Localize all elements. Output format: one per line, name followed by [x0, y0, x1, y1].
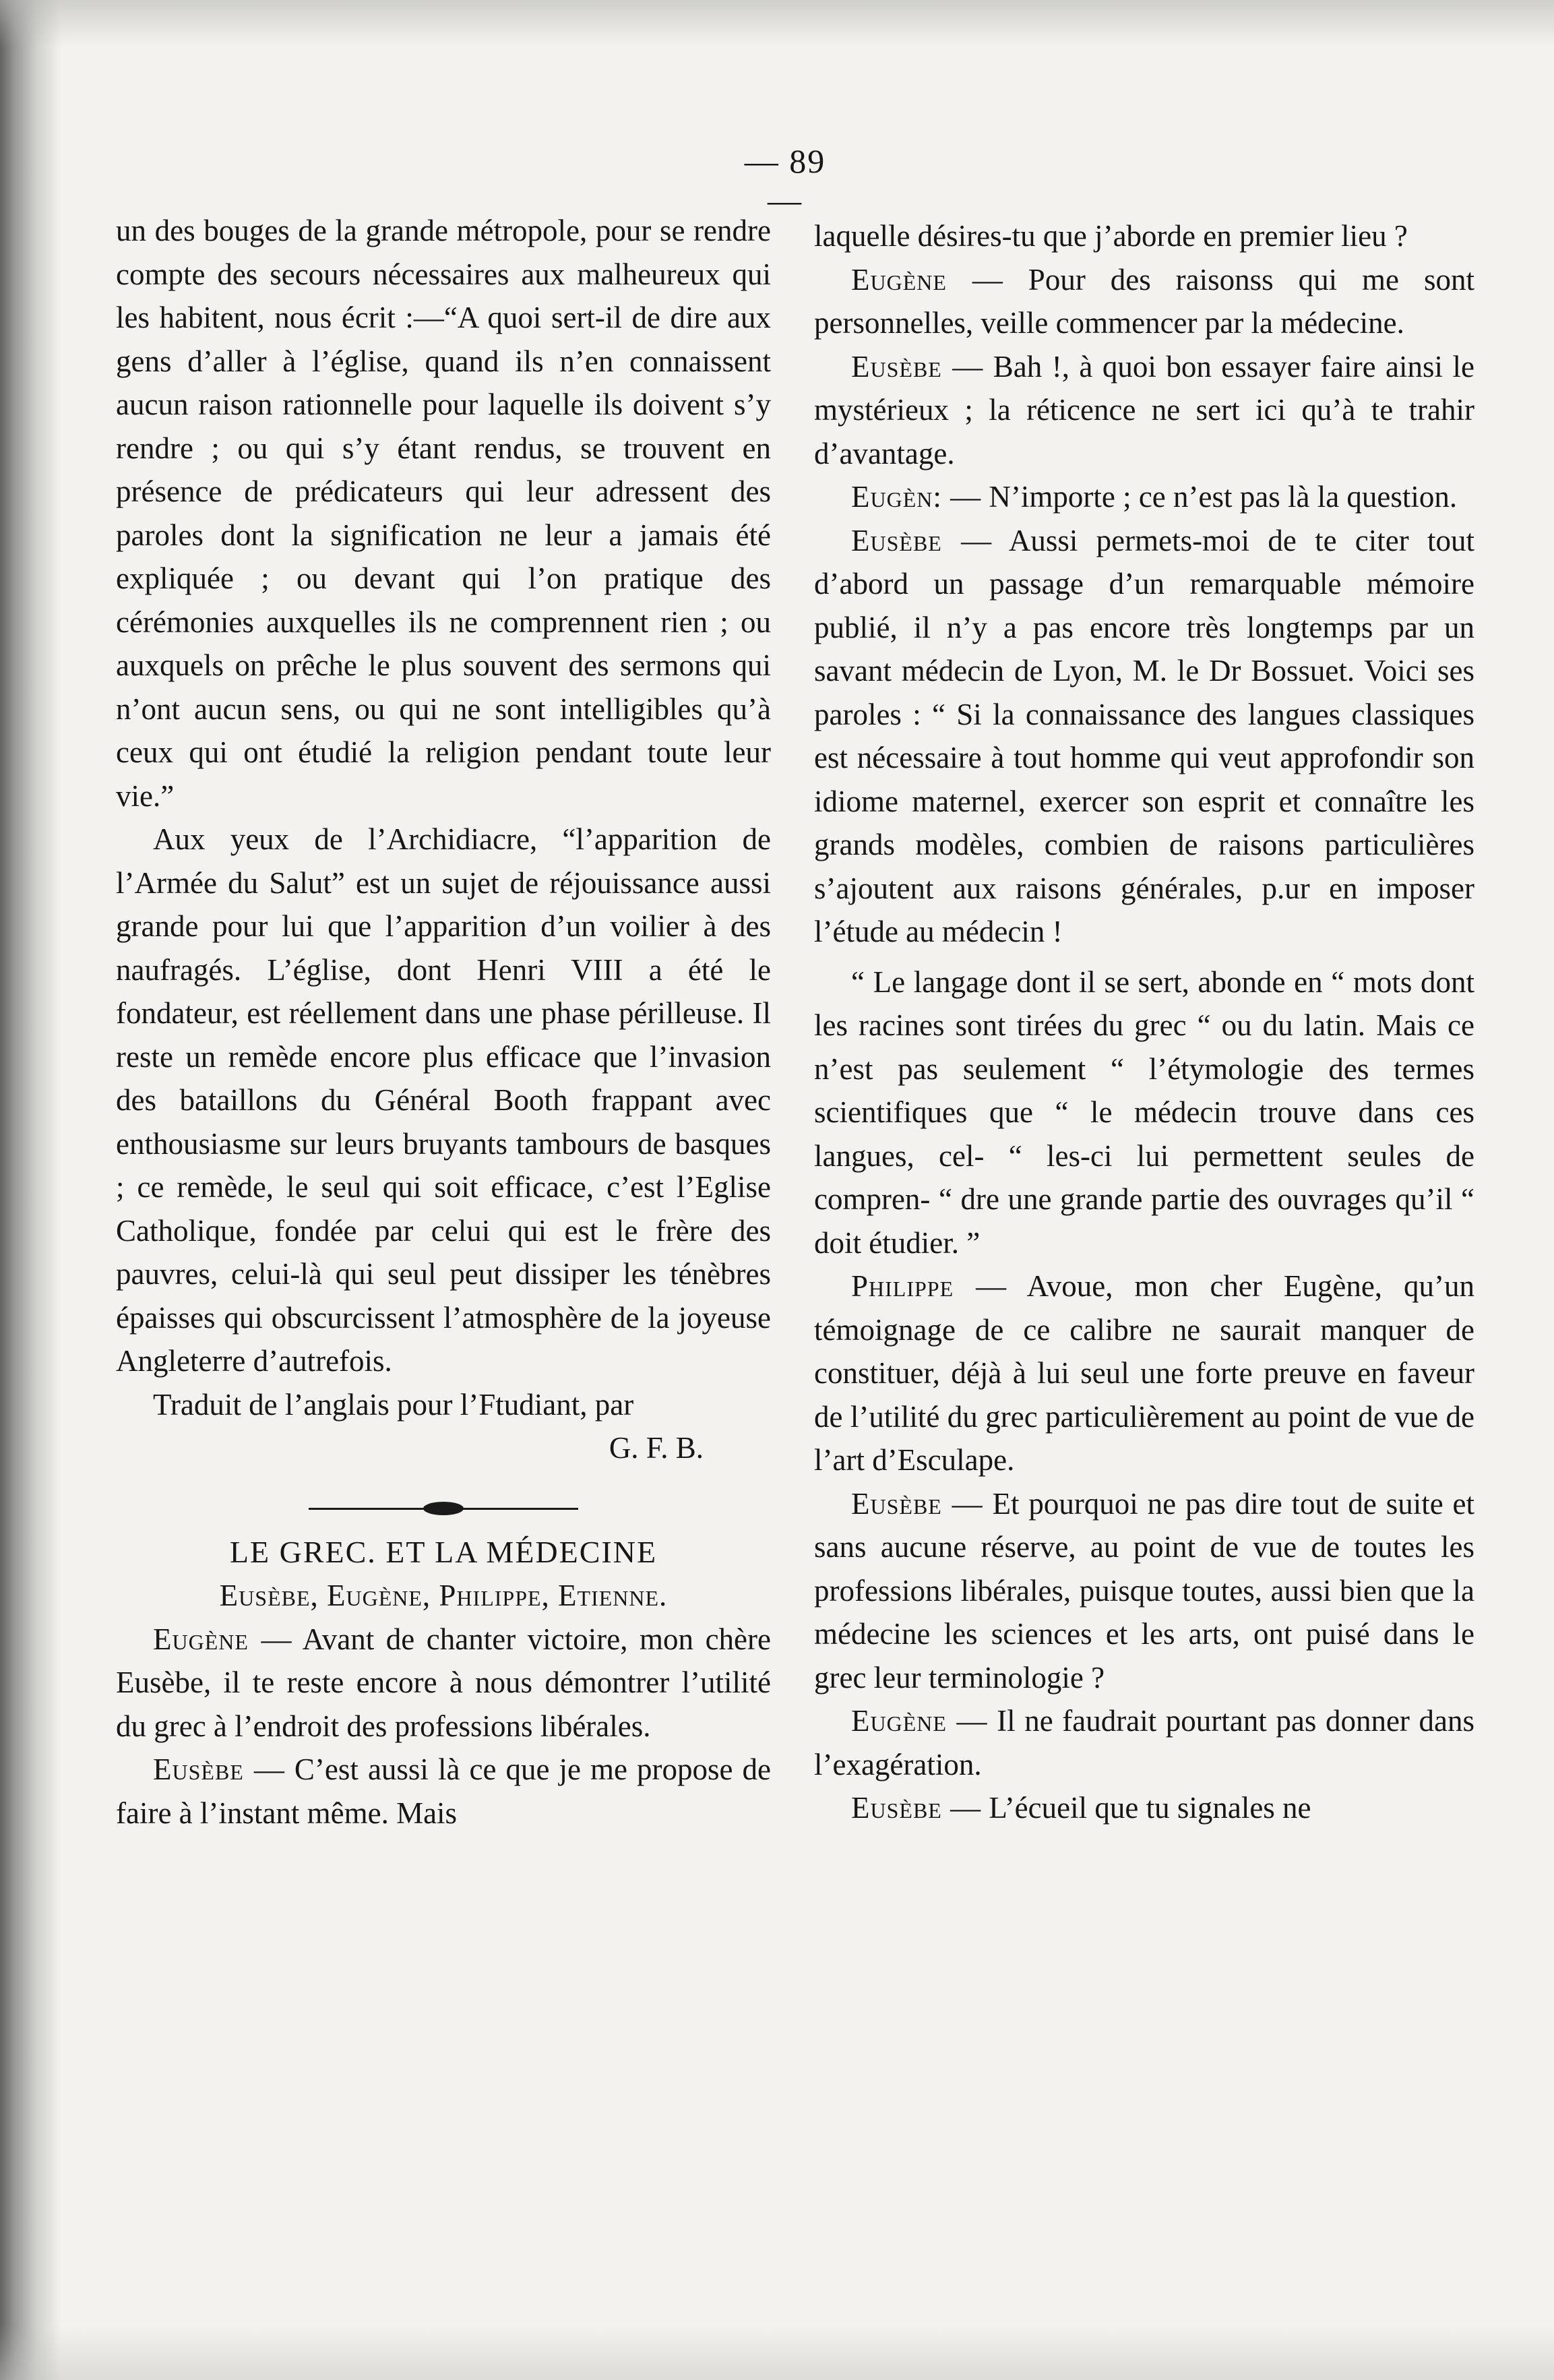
dialogue-text: Bah !, à quoi bon essayer faire ainsi le mystérieux ; la réticence ne sert ici qu’à te trahir d’avantage.	[814, 349, 1474, 470]
section-title: LE GREC. ET LA MÉDECINE	[229, 1534, 658, 1569]
divider-ornament	[423, 1502, 464, 1515]
dialogue-line	[814, 345, 1474, 476]
signature: G. F. B.	[609, 1431, 704, 1465]
dialogue-line	[814, 1786, 1474, 1830]
dialogue-text: C’est aussi là ce que je me propose de faire à l’instant même. Mais	[116, 1752, 771, 1830]
scan-edge-shadow	[0, 0, 61, 2380]
intro-paragraph: un des bouges de la grande métropole, pour se rendre compte des secours nécessaires aux malheureux qui les habitent, nous écrit :—“A quoi sert-il de dire aux gens d’aller à l’église, quand ils n’en connaissent aucun raison rationnelle pour laquelle ils doivent s’y rendre ; ou qui s’y étant rendus, se trouvent en présence de prédicateurs qui leur adressent des paroles dont la signification ne leur a jamais été expliquée ; ou devant qui l’on pratique des cérémonies auxquelles ils ne comprennent rien ; ou auxquels on prêche le plus souvent des sermons qui n’ont aucun sens, ou qui ne sont intelligibles qu’à ceux qui ont étudié la religion pendant toute leur vie.”	[116, 214, 771, 813]
dialogue-text: L’écueil que tu signales ne	[981, 1791, 1311, 1825]
archdeacon-paragraph: Aux yeux de l’Archidiacre, “l’apparition de l’Armée du Salut” est un sujet de réjouissance aussi grande pour lui que l’apparition d’un voilier à des naufragés. L’église, dont Henri VIII a été le fondateur, est réellement dans une phase périlleuse. Il reste un remède encore plus efficace que l’invasion des bataillons du Général Booth frappant avec enthousiasme sur leurs bruyants tambours de basques ; ce remède, le seul qui soit efficace, c’est l’Eglise Catholique, fondée par celui qui est le frère des pauvres, celui-là qui seul peut dissiper les ténèbres épaisses qui obscurcissent l’atmosphère de la joyeuse Angleterre d’autrefois.	[116, 822, 771, 1378]
dialogue-text: N’importe ; ce n’est pas là la question.	[981, 480, 1458, 514]
speaker-name: Eusèbe —	[153, 1752, 285, 1786]
dialogue-text: Il ne faudrait pourtant pas donner dans l’exagération.	[814, 1704, 1474, 1781]
dialogue-line	[116, 1618, 771, 1748]
speaker-name: Eusèbe —	[851, 349, 984, 384]
page-number: — 89 —	[744, 142, 826, 219]
character-list: Eusèbe, Eugène, Philippe, Etienne.	[219, 1579, 668, 1612]
right-column	[814, 214, 1474, 1830]
quotation-block: “ Le langage dont il se sert, abonde en “ mots dont les racines sont tirées du grec “ ou du latin. Mais ce n’est pas seulement “ l’étymologie des termes scientifiques que “ le médecin trouve dans ces langues, cel- “ les-ci lui permettent seules de compren- “ dre une grande partie des ouvrages qu’il “ doit étudier. ”	[814, 965, 1474, 1260]
scan-top-shadow	[0, 0, 1554, 47]
speaker-name: Eugène —	[851, 262, 1003, 297]
dialogue-text: Avant de chanter victoire, mon chère Eusèbe, il te reste encore à nous démontrer l’utilité du grec à l’endroit des professions libérales.	[116, 1622, 771, 1743]
dialogue-text: Et pourquoi ne pas dire tout de suite et sans aucune réserve, au point de vue de toutes les professions libérales, puisque toutes, aussi bien que la médecine les sciences et les arts, ont puisé dans le grec leur terminologie ?	[814, 1486, 1474, 1695]
dialogue-text: Aussi permets-moi de te citer tout d’abord un passage d’un remarquable mémoire publié, il n’y a pas encore très longtemps par un savant médecin de Lyon, M. le Dr Bossuet. Voici ses paroles : “ Si la connaissance des langues classiques est nécessaire à tout homme qui veut approfondir son idiome maternel, exercer son esprit et connaître les grands modèles, combien de raisons particulières s’ajoutent aux raisons générales, p.ur en imposer l’étude au médecin !	[814, 523, 1474, 948]
scan-bottom-shadow	[0, 2326, 1554, 2380]
speaker-name: Eugène —	[153, 1622, 292, 1656]
dialogue-line	[814, 1482, 1474, 1700]
opening-line: laquelle désires-tu que j’aborde en premier lieu ?	[814, 219, 1408, 253]
speaker-name: Eusèbe —	[851, 1486, 983, 1521]
left-column	[116, 209, 771, 1835]
dialogue-text: Pour des raisonss qui me sont personnelles, veille commencer par la médecine.	[814, 262, 1474, 340]
speaker-name: Eugèn: —	[851, 480, 982, 514]
dialogue-line	[814, 1699, 1474, 1786]
translation-note: Traduit de l’anglais pour l’Ftudiant, par	[153, 1387, 634, 1422]
dialogue-line	[116, 1748, 771, 1835]
speaker-name: Philippe —	[851, 1269, 1007, 1303]
dialogue-line	[814, 475, 1474, 519]
dialogue-line	[814, 519, 1474, 954]
dialogue-line	[814, 258, 1474, 345]
dialogue-line	[814, 1264, 1474, 1482]
section-divider	[309, 1498, 578, 1519]
speaker-name: Eusèbe —	[851, 523, 993, 557]
speaker-name: Eusèbe —	[851, 1791, 982, 1825]
speaker-name: Eugène —	[851, 1704, 988, 1738]
dialogue-text: Avoue, mon cher Eugène, qu’un témoignage de ce calibre ne saurait manquer de constituer, déjà à lui seul une forte preuve en faveur de l’utilité du grec particulièrement au point de vue de l’art d’Esculape.	[814, 1269, 1474, 1477]
